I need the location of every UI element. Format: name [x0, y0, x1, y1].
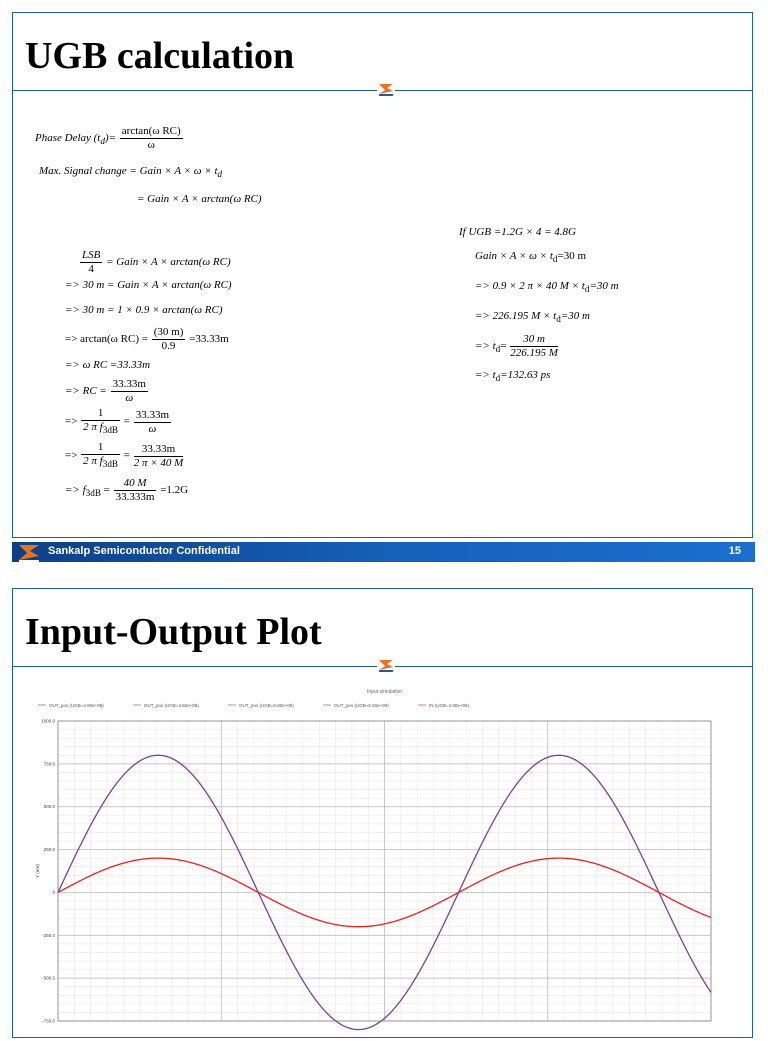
y-tick-label: 750.0 — [43, 761, 55, 767]
eq-line-3: => arctan(ω RC) = $\frac{(30 m)}{0.9}$ =33.33m — [65, 326, 229, 352]
eq-line-4: => ω RC =33.33m — [65, 359, 151, 371]
slide-title: Input-Output Plot — [25, 611, 322, 653]
page-number: 15 — [728, 545, 741, 557]
footer-logo-icon — [16, 540, 42, 564]
legend-entry: OUT_pos (UGB=5.00e+09) — [239, 703, 294, 708]
y-tick-label: 500.0 — [43, 804, 55, 810]
legend-entry: OUT_pos (UGB=4.80e+09) — [49, 703, 104, 708]
eq-right-2: => 0.9 × 2 π × 40 $M \times t_d=30$ m — [475, 280, 619, 295]
legend-entry: OUT_pos (UGB=5.50e+09) — [334, 703, 389, 708]
eq-line-2: => 30 m = 1 × 0.9 × arctan(ω RC) — [65, 304, 223, 316]
footer-bar — [12, 542, 755, 562]
eq-max-signal-2: = Gain × A × arctan(ω RC) — [137, 193, 262, 205]
slide-title: UGB calculation — [25, 35, 295, 77]
eq-right-3: => 226.195 $M \times t_d=30$ m — [475, 310, 590, 325]
y-tick-label: 1000.0 — [41, 718, 55, 724]
eq-line-6: => $\frac{1}{2 \pi f_{3dB}}$ = $\frac{33.33m}{\omega}$ — [65, 407, 170, 436]
eq-line-7: => $\frac{1}{2 \pi f_{3dB}}$ = $\frac{33.33m}{2 \pi \times 40 M}$ — [65, 441, 184, 470]
eq-right-4: => $t_d=$ $\frac{30 m}{226.195 M}$ — [475, 333, 558, 359]
legend-entry: OUT_pos (UGB=3.50e+09) — [144, 703, 199, 708]
eq-lsb: $\frac{\text{LSB}}{4}$ = Gain × A × arctan(ω RC) — [82, 249, 231, 275]
y-tick-label: -250.0 — [42, 932, 55, 938]
eq-line-5: => RC = $\frac{33.33m}{\omega}$ — [65, 378, 146, 404]
eq-line-8: => $f_{3dB}$ = $\frac{40 M}{33.333m}$ =1.2G — [65, 477, 189, 503]
company-logo-icon — [377, 81, 395, 97]
y-tick-label: 0 — [52, 889, 55, 895]
company-logo-icon — [377, 657, 395, 673]
legend-entry: IN (UGB=4.80e+09) — [429, 703, 470, 708]
eq-right-ugb: If UGB =1.2G × 4 = 4.8G — [459, 226, 576, 238]
eq-phase-delay: Phase Delay $(t_d)=$ $\frac{\text{arctan(ω RC)}}{\omega}$ — [35, 125, 181, 151]
eq-right-1: Gain × $A \times \omega \times t_d=30$ m — [475, 250, 587, 265]
footer-text: Sankalp Semiconductor Confidential — [48, 545, 240, 557]
input-output-chart — [13, 681, 752, 1041]
eq-max-signal: Max. Signal change = Gain × $A \times \omega \times t_d$ — [39, 165, 223, 180]
plot-area — [13, 681, 752, 1041]
y-tick-label: -500.0 — [42, 975, 55, 981]
eq-right-5: => $t_d=132.63$ ps — [475, 369, 551, 384]
y-tick-label: 250.0 — [43, 847, 55, 853]
slide-ugb-calculation — [12, 12, 753, 538]
chart-title: Input simulation — [366, 689, 403, 695]
y-tick-label: -750.0 — [42, 1018, 55, 1024]
eq-line-1: => 30 m = Gain × A × arctan(ω RC) — [65, 279, 232, 291]
y-axis-label: Y (mV) — [35, 864, 40, 878]
slide-input-output-plot — [12, 588, 753, 1038]
